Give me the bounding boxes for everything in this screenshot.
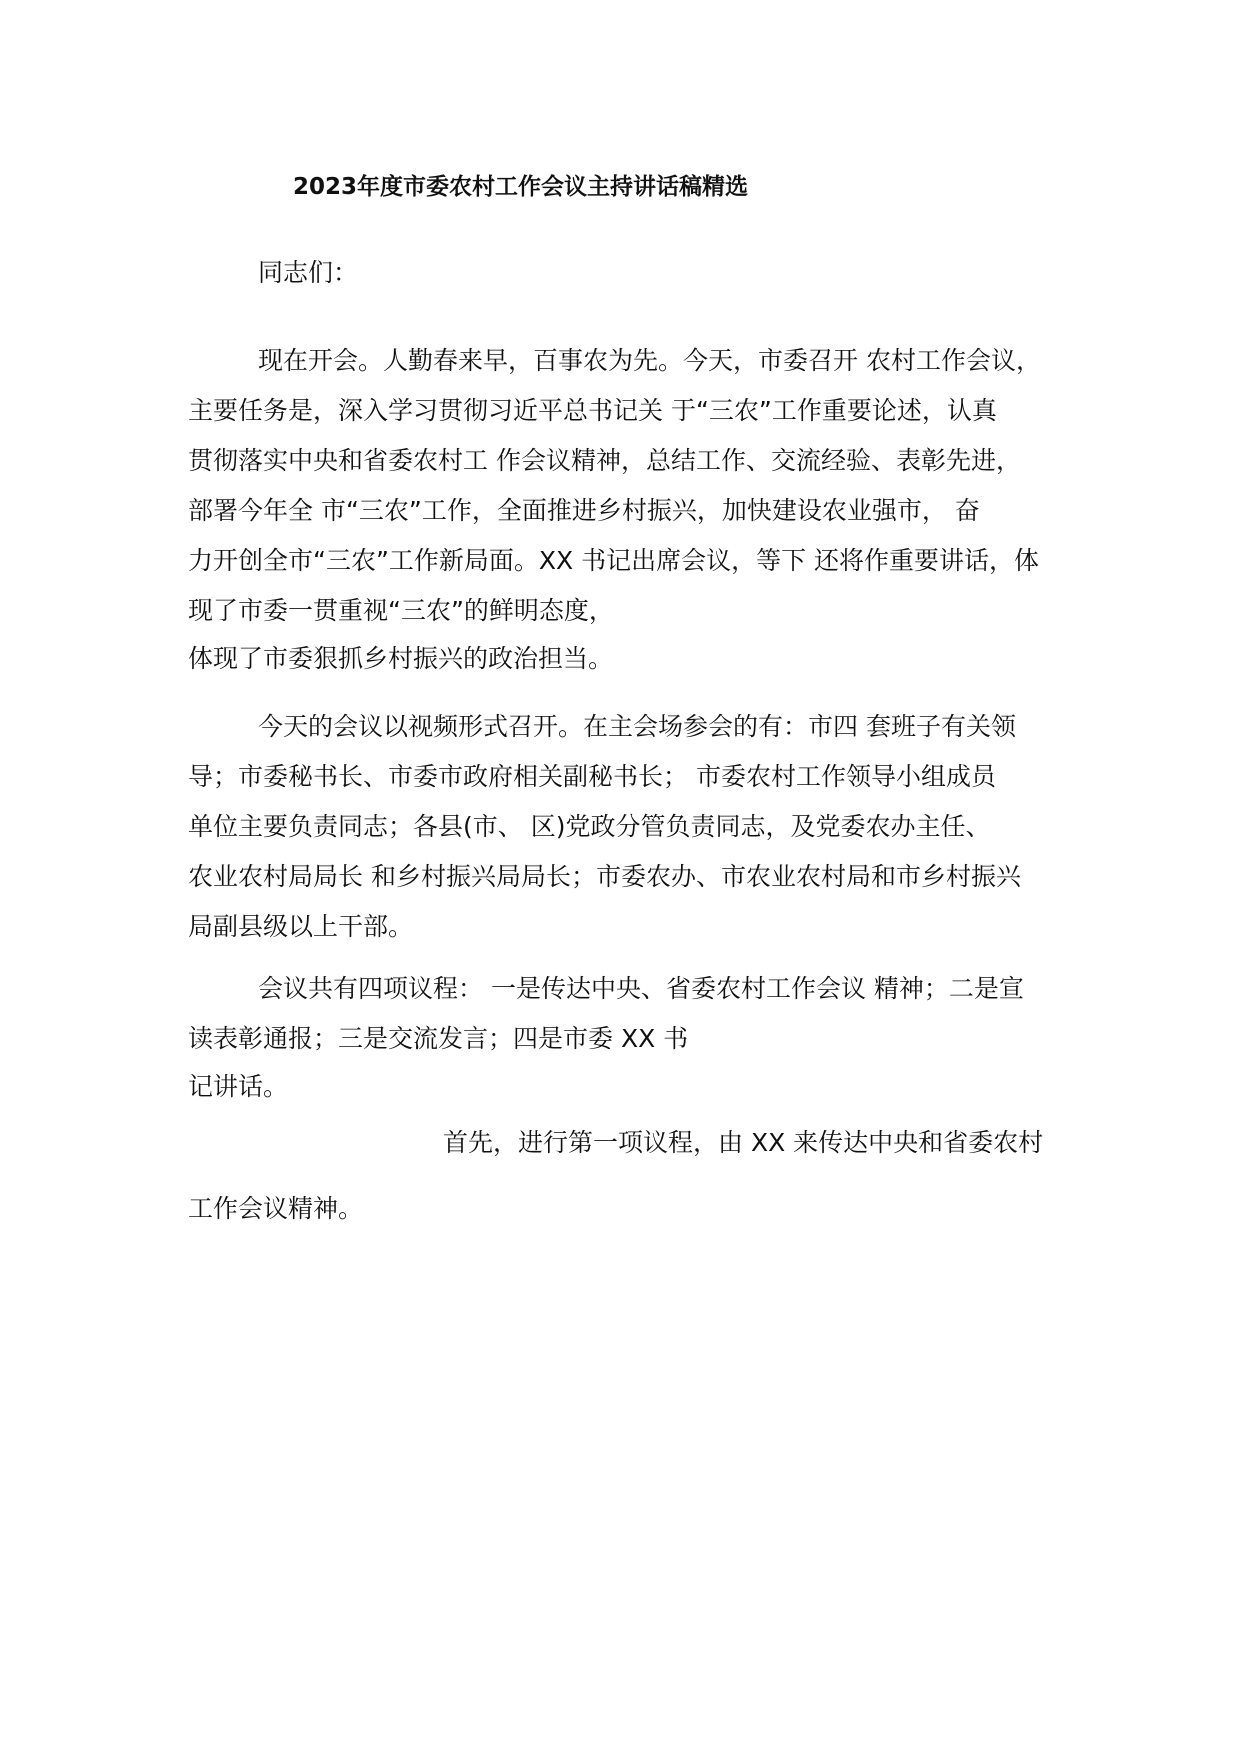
paragraph-line: 今天的会议以视频形式召开。在主会场参会的有：市四 套班子有关领 — [258, 712, 1016, 741]
paragraph-line: 工作会议精神。 — [188, 1194, 364, 1223]
paragraph-line: 贯彻落实中央和省委农村工 作会议精神，总结工作、交流经验、表彰先进， — [188, 446, 1021, 475]
paragraph-line: 单位主要负责同志；各县(市、 区)党政分管负责同志，及党委农办主任、 — [188, 812, 991, 841]
paragraph-line: 局副县级以上干部。 — [188, 912, 414, 941]
paragraph-line: 农业农村局局长 和乡村振兴局局长；市委农办、市农业农村局和市乡村振兴 — [188, 862, 1021, 891]
paragraph-line: 首先，进行第一项议程，由 XX 来传达中央和省委农村 — [443, 1128, 1044, 1157]
document-title: 2023年度市委农村工作会议主持讲话稿精选 — [293, 174, 749, 200]
paragraph-line: 体现了市委狠抓乡村振兴的政治担当。 — [188, 644, 614, 673]
paragraph-line: 会议共有四项议程： 一是传达中央、省委农村工作会议 精神；二是宣 — [258, 974, 1024, 1003]
paragraph-line: 同志们： — [258, 258, 359, 287]
paragraph-line: 导；市委秘书长、市委市政府相关副秘书长； 市委农村工作领导小组成员 — [188, 762, 996, 791]
paragraph-line: 记讲话。 — [188, 1072, 289, 1101]
paragraph-line: 部署今年全 市“三农”工作，全面推进乡村振兴，加快建设农业强市， 奋 — [188, 496, 980, 525]
paragraph-line: 主要任务是，深入学习贯彻习近平总书记关 于“三农”工作重要论述，认真 — [188, 396, 997, 425]
paragraph-line: 读表彰通报；三是交流发言；四是市委 XX 书 — [188, 1024, 689, 1053]
paragraph-line: 现了市委一贯重视“三农”的鲜明态度， — [188, 596, 614, 625]
paragraph-line: 力开创全市“三农”工作新局面。XX 书记出席会议，等下 还将作重要讲话，体 — [188, 546, 1040, 575]
paragraph-line: 现在开会。人勤春来早，百事农为先。今天，市委召开 农村工作会议， — [258, 346, 1041, 375]
